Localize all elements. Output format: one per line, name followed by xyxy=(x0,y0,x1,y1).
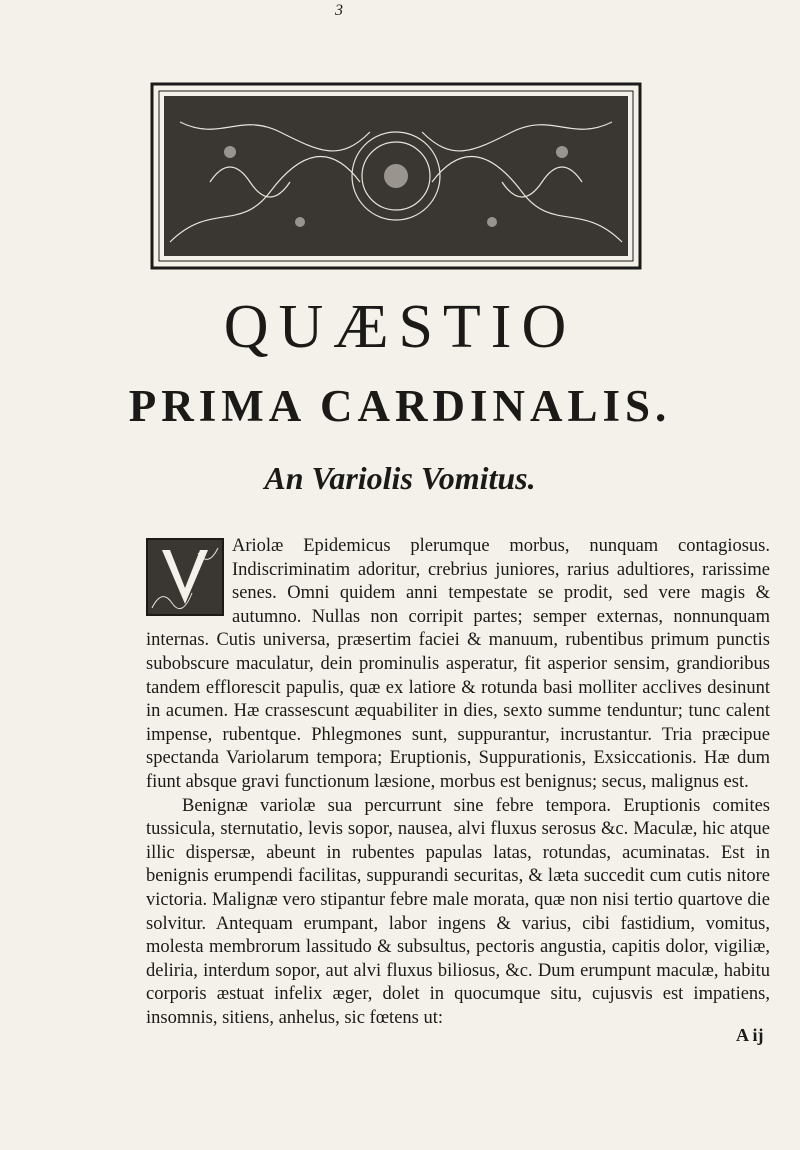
paragraph-2: Benignæ variolæ sua percurrunt sine febre tempora. Eruptionis comites tussicula, sternutatio, levis sopor, nausea, alvi fluxus serosus &c. Maculæ, hic atque illic dispersæ, abeunt in rubentes papulas latas, rotundas, acuminatas. Est in benignis erumpendi facilitas, suppurandi securitas, & læta succedit cum cutis nitore victoria. Malignæ vero stipantur febre male morata, quæ non nisi tertio quartove die solvitur. Antequam erumpant, labor ingens & varius, cibi fastidium, vomitus, molesta membrorum lassitudo & subsultus, pectoris angustia, capitis dolor, vigiliæ, deliria, interdum sopor, aut alvi fluxus biliosus, &c. Dum erumpunt maculæ, habitu corporis æstuat infelix æger, dolet in quocumque situ, cujusvis est impatiens, insomnis, sitiens, anhelus, sic fœtens ut: xyxy=(146,795,770,1028)
subtitle: An Variolis Vomitus. xyxy=(264,460,536,496)
ornamental-headpiece xyxy=(150,82,642,270)
catchword-signature: A ij xyxy=(736,1025,764,1045)
paragraph-1: Ariolæ Epidemicus plerumque morbus, nunquam contagiosus. Indiscriminatim adoritur, crebrius juniores, rarius adultiores, rarissime senes. Omni quidem anni tempestate se prodit, sed vere magis & autumno. Nullas non corripit partes; semper externas, nonnunquam internas. Cutis universa, præsertim faciei & manuum, rubentibus primum punctis subobscure maculatur, dein prominulis asperatur, fit asperior sensim, grandioribus tandem efflorescit papulis, quæ ex latiore & rotunda basi molliter acclives desinunt in acumen. Hæ crassescunt æquabiliter in dies, sexto summe tenduntur; tunc calent impense, rubentque. Phlegmones sunt, suppurantur, incrustantur. Tria præcipue spectanda Variolarum tempora; Eruptionis, Suppurationis, Exsiccationis. Hæ dum fiunt absque gravi functionum læsione, morbus est benignus; secus, malignus est. xyxy=(146,536,770,792)
body-text xyxy=(146,535,770,1030)
title-quaestio: QUÆSTIO xyxy=(223,293,577,361)
title-prima-cardinalis: PRIMA CARDINALIS. xyxy=(128,381,672,431)
page-number: 3 xyxy=(335,2,343,19)
